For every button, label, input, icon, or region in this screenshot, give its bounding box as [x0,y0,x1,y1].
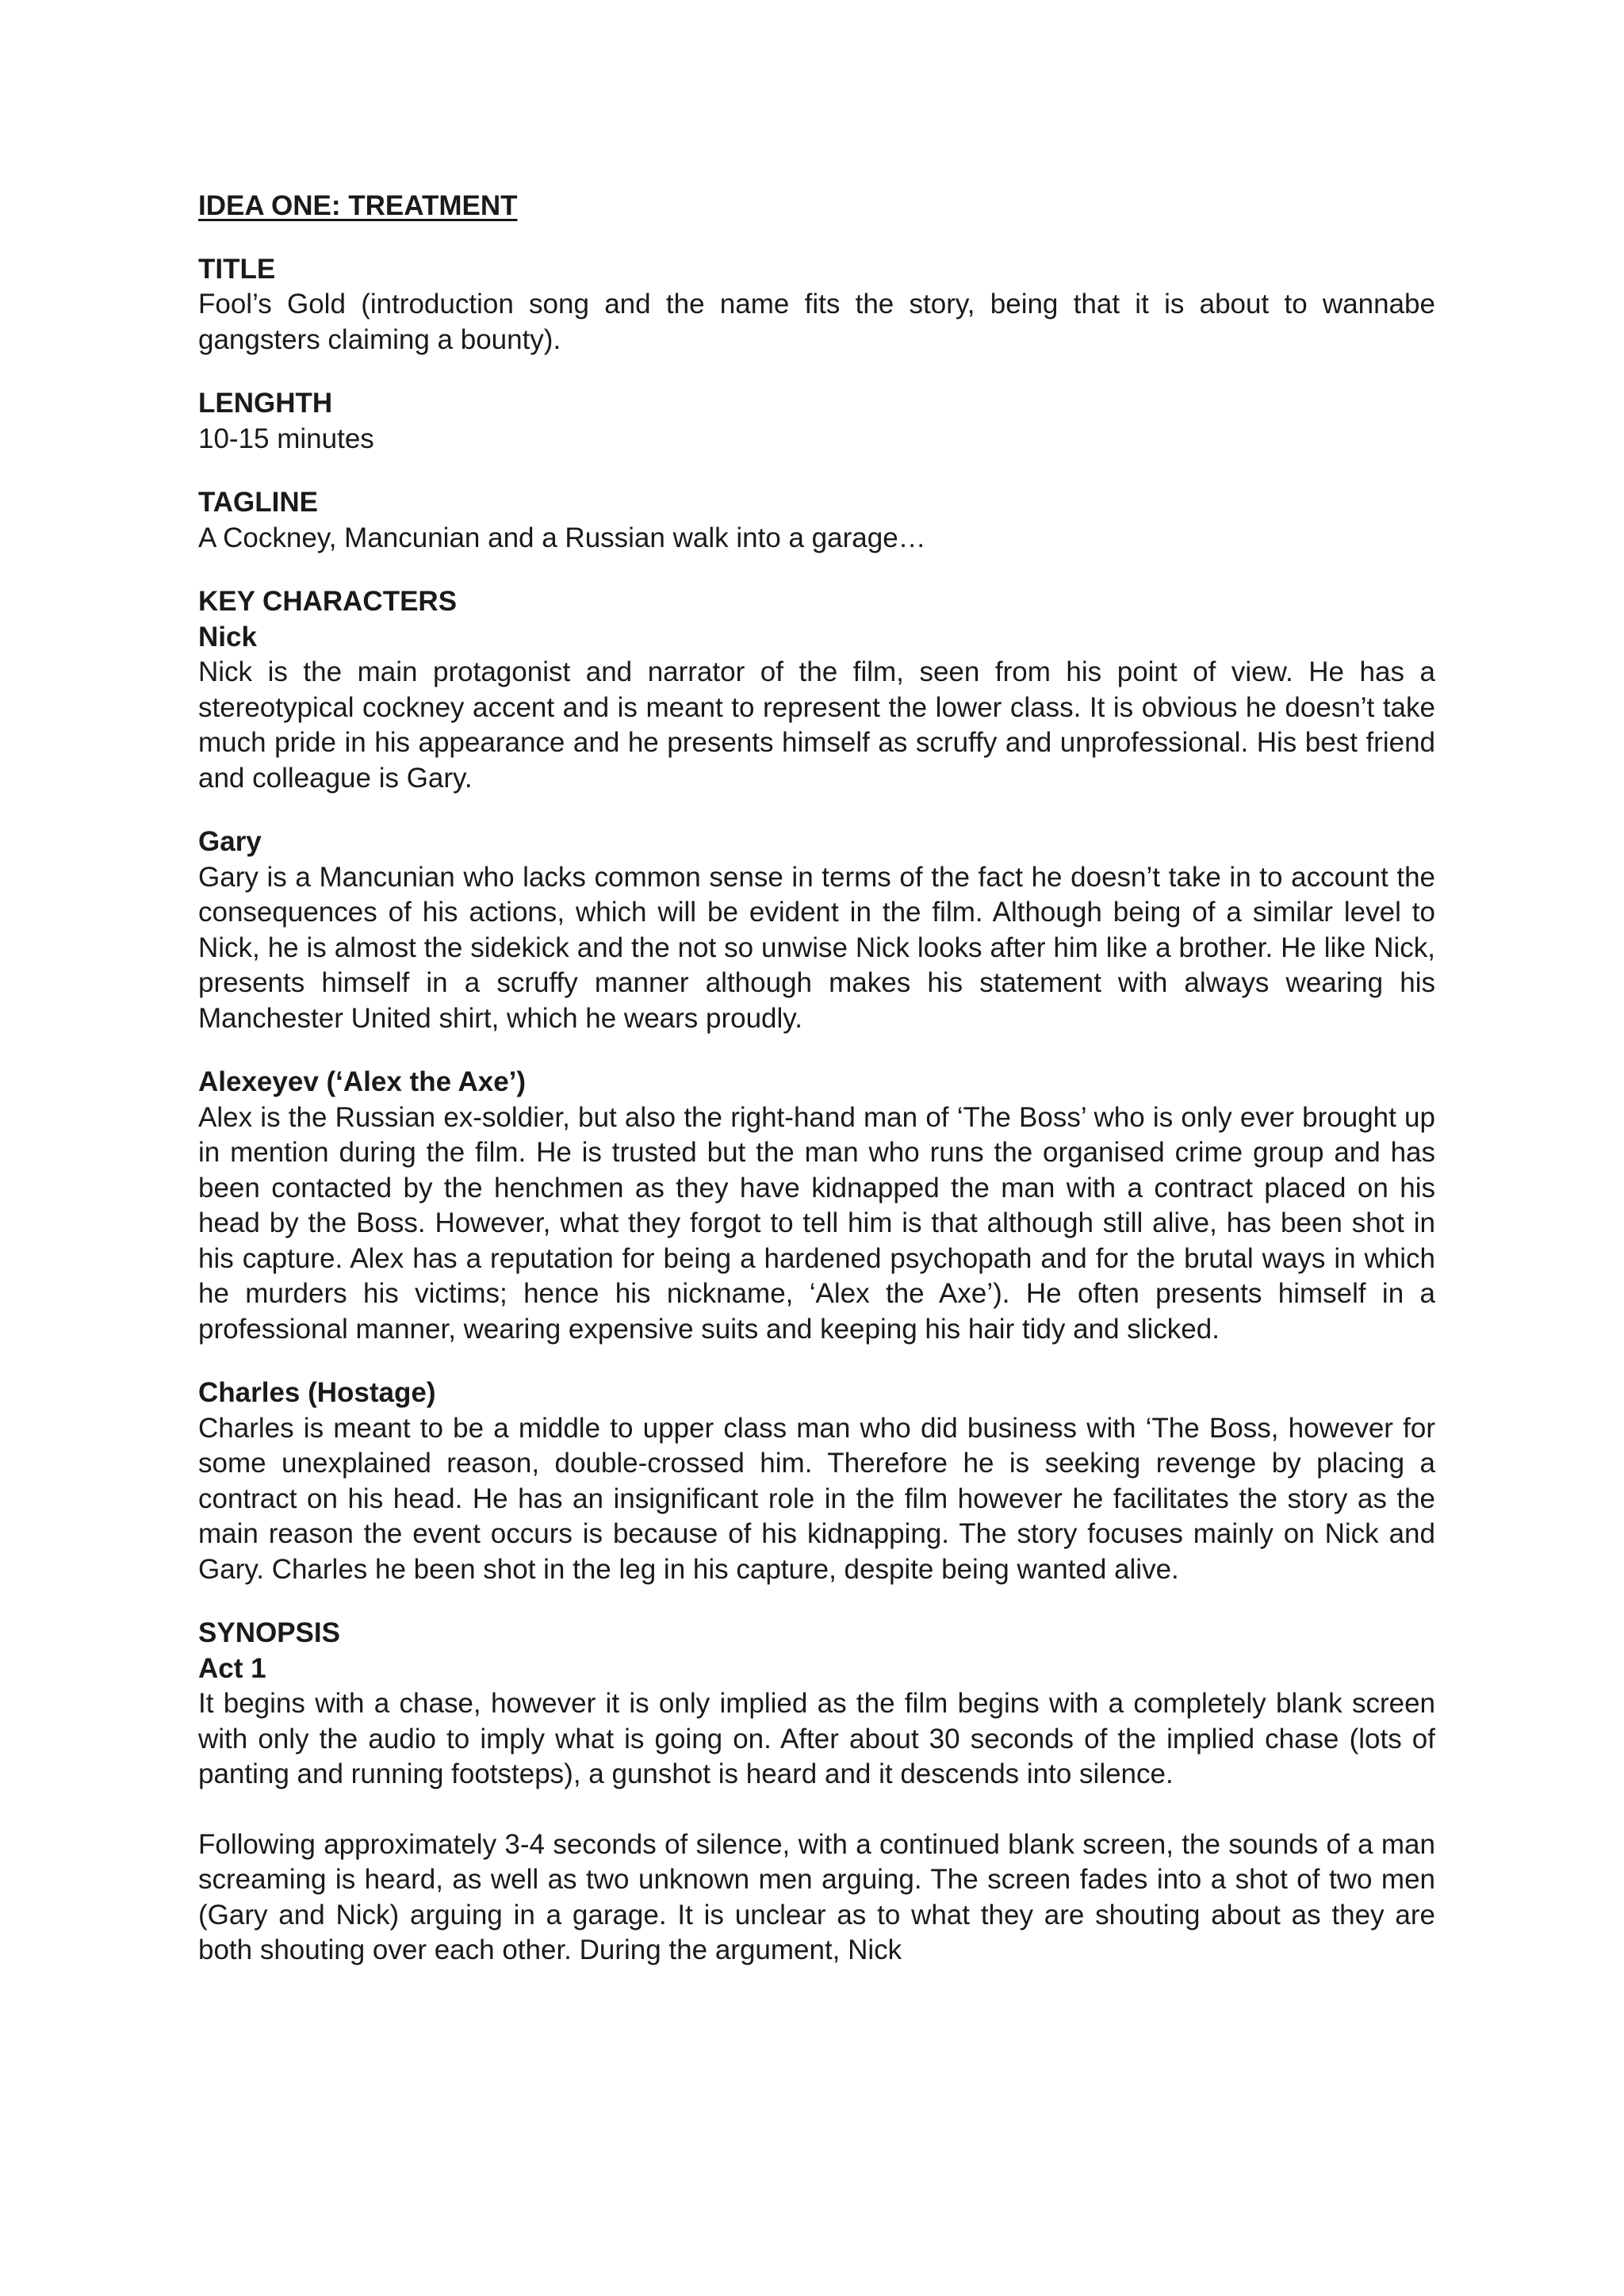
characters-section [198,584,1435,1587]
tagline-text: A Cockney, Mancunian and a Russian walk into a garage… [198,522,926,553]
character-gary [198,825,1435,1036]
character-description: Gary is a Mancunian who lacks common sense in terms of the fact he doesn’t take in to account the consequences of his actions, which will be evident in the film. Although being of a similar level to Nick, he is almost the sidekick and the not so unwise Nick looks after him like a brother. He like Nick, presents himself in a scruffy manner although makes his statement with always wearing his Manchester United shirt, which he wears proudly. [198,861,1435,1034]
length-section [198,386,1435,457]
character-charles [198,1376,1435,1587]
characters-heading: KEY CHARACTERS [198,586,458,617]
act-label: Act 1 [198,1652,266,1684]
character-alexeyev [198,1065,1435,1347]
character-description: Nick is the main protagonist and narrator of the film, seen from his point of view. He has a stereotypical cockney accent and is meant to represent the lower class. It is obvious he doesn’t take much pride in his appearance and he presents himself as scruffy and unprofessional. His best friend and colleague is Gary. [198,656,1435,794]
character-name: Gary [198,826,262,857]
title-text: Fool’s Gold (introduction song and the name fits the story, being that it is about to wannabe gangsters claiming a bounty). [198,289,1435,355]
character-nick [198,620,1435,797]
tagline-heading: TAGLINE [198,487,319,518]
title-section [198,252,1435,358]
character-name: Alexeyev (‘Alex the Axe’) [198,1066,527,1097]
character-name: Charles (Hostage) [198,1377,436,1408]
length-text: 10-15 minutes [198,423,374,454]
character-description: Charles is meant to be a middle to upper class man who did business with ‘The Boss, however for some unexplained reason, double-crossed him. Therefore he is seeking revenge by placing a contract on his head. He has an insignificant role in the film however he facilitates the story as the main reason the event occurs is because of his kidnapping. The story focuses mainly on Nick and Gary. Charles he been shot in the leg in his capture, despite being wanted alive. [198,1412,1435,1585]
tagline-section [198,485,1435,556]
length-heading: LENGHTH [198,388,333,419]
synopsis-paragraph: Following approximately 3-4 seconds of silence, with a continued blank screen, the sounds of a man screaming is heard, as well as two unknown men arguing. The screen fades into a shot of two men (Gary and Nick) arguing in a garage. It is unclear as to what they are shouting about as they are both shouting over each other. During the argument, Nick [198,1828,1435,1965]
document-title: IDEA ONE: TREATMENT [198,190,518,221]
document-page [198,189,1435,1997]
synopsis-section [198,1616,1435,1969]
character-description: Alex is the Russian ex-soldier, but also the right-hand man of ‘The Boss’ who is only ever brought up in mention during the film. He is trusted but the man who runs the organised crime group and has been contacted by the henchmen as they have kidnapped the man with a contract placed on his head by the Boss. However, what they forgot to tell him is that although still alive, has been shot in his capture. Alex has a reputation for being a hardened psychopath and for the brutal ways in which he murders his victims; hence his nickname, ‘Alex the Axe’). He often presents himself in a professional manner, wearing expensive suits and keeping his hair tidy and slicked. [198,1101,1435,1345]
synopsis-paragraph: It begins with a chase, however it is only implied as the film begins with a completely blank screen with only the audio to imply what is going on. After about 30 seconds of the implied chase (lots of panting and running footsteps), a gunshot is heard and it descends into silence. [198,1688,1435,1789]
character-name: Nick [198,621,257,652]
synopsis-heading: SYNOPSIS [198,1617,340,1648]
title-heading: TITLE [198,253,276,285]
